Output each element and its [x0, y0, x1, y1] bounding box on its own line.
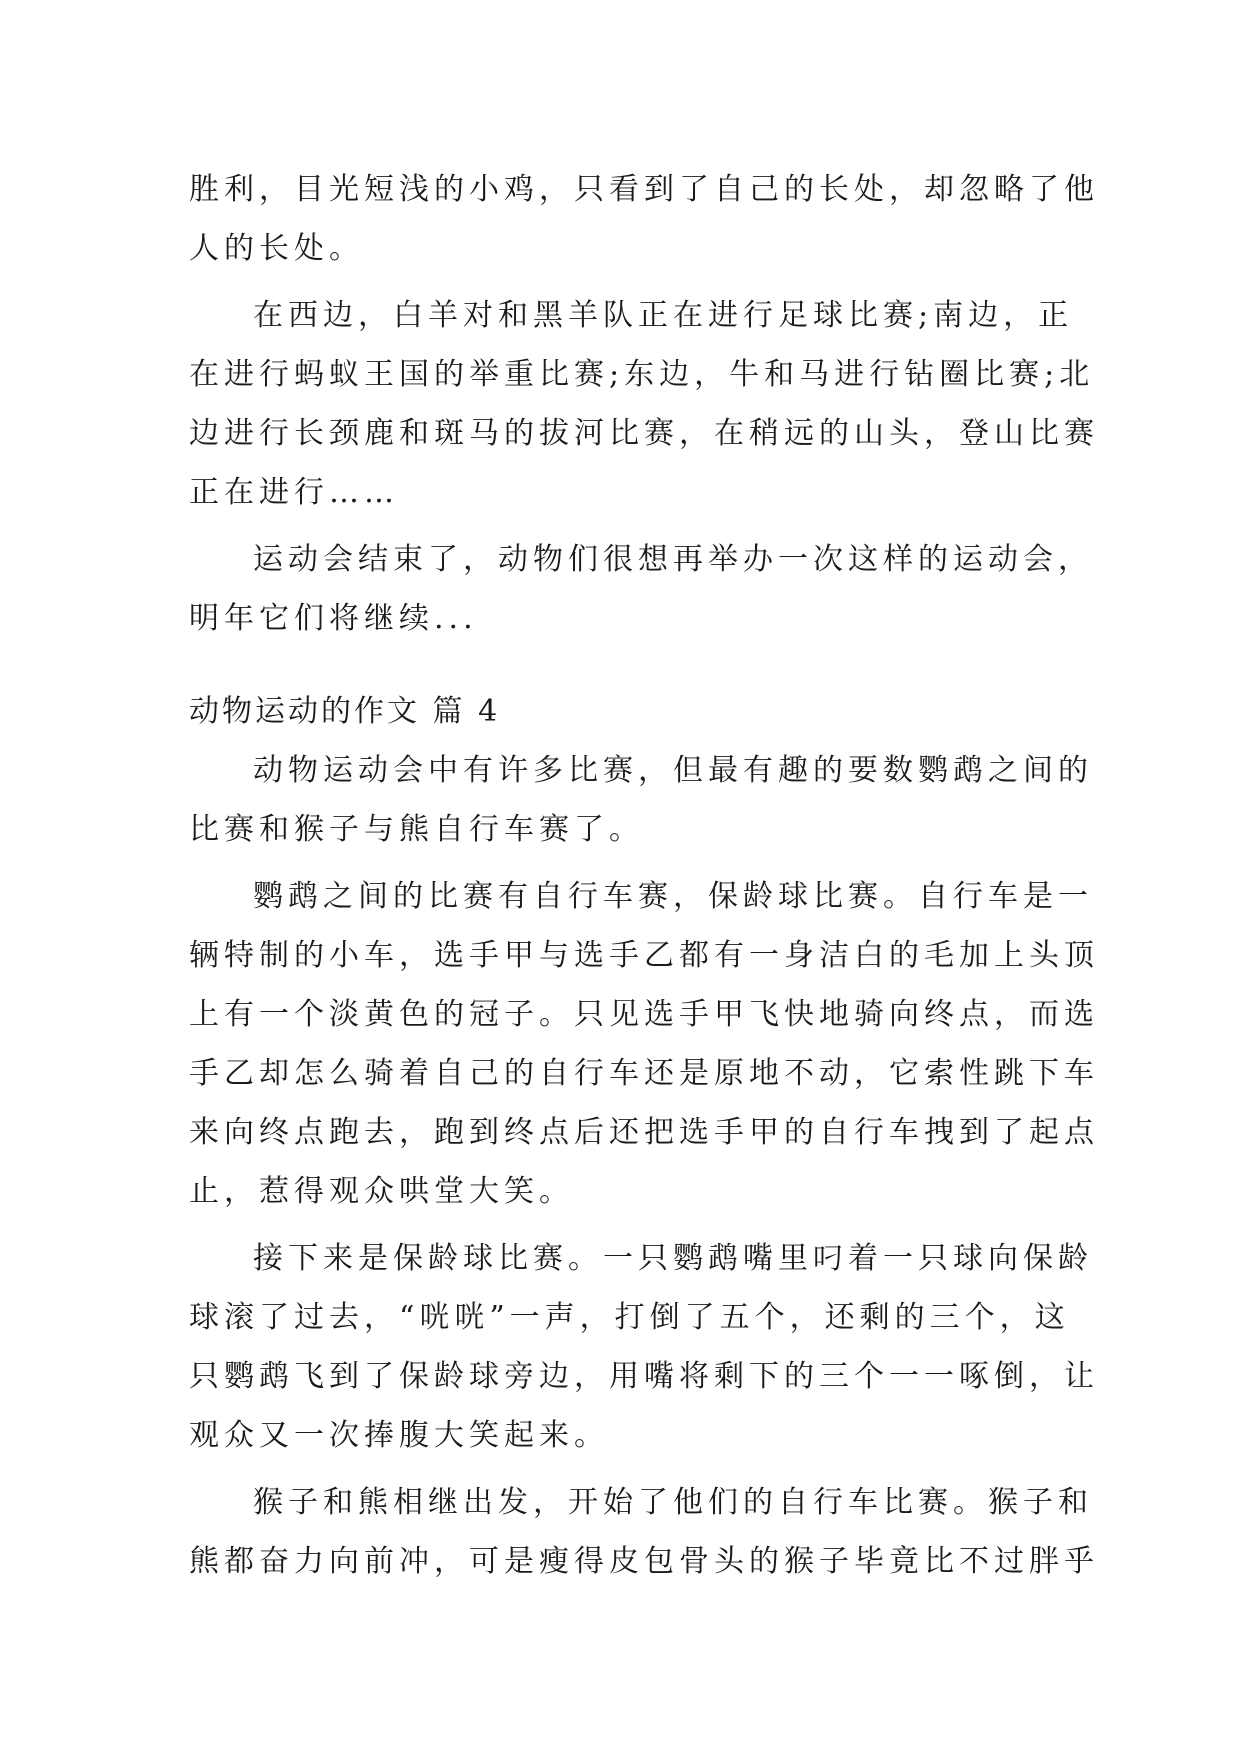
- text-line: 明年它们将继续...: [189, 601, 478, 636]
- text-line: 上有一个淡黄色的冠子。只见选手甲飞快地骑向终点，而选: [189, 997, 1099, 1032]
- text-line: 动物运动会中有许多比赛，但最有趣的要数鹦鹉之间的: [253, 753, 1093, 788]
- paragraph: [189, 867, 1099, 1221]
- paragraph: [189, 1473, 1099, 1591]
- text-line: 正在进行……: [189, 475, 399, 510]
- text-line: 胜利，目光短浅的小鸡，只看到了自己的长处，却忽略了他: [189, 172, 1099, 207]
- paragraph: [189, 160, 1099, 278]
- text-line: 止，惹得观众哄堂大笑。: [189, 1174, 574, 1209]
- text-line: 鹦鹉之间的比赛有自行车赛，保龄球比赛。自行车是一: [253, 879, 1093, 914]
- text-line: 观众又一次捧腹大笑起来。: [189, 1418, 609, 1453]
- paragraph: [189, 530, 1093, 648]
- text-line: 辆特制的小车，选手甲与选手乙都有一身洁白的毛加上头顶: [189, 938, 1099, 973]
- text-line: 球滚了过去，“咣咣”一声，打倒了五个，还剩的三个，这: [189, 1300, 1070, 1335]
- text-line: 边进行长颈鹿和斑马的拔河比赛，在稍远的山头，登山比赛: [189, 416, 1099, 451]
- text-line: 只鹦鹉飞到了保龄球旁边，用嘴将剩下的三个一一啄倒，让: [189, 1359, 1099, 1394]
- text-line: 人的长处。: [189, 231, 364, 266]
- paragraph: [189, 1229, 1099, 1465]
- text-line: 比赛和猴子与熊自行车赛了。: [189, 812, 644, 847]
- paragraph: [189, 286, 1099, 522]
- text-line: 在进行蚂蚁王国的举重比赛;东边，牛和马进行钻圈比赛;北: [189, 357, 1095, 392]
- text-line: 猴子和熊相继出发，开始了他们的自行车比赛。猴子和: [253, 1485, 1093, 1520]
- text-line: 手乙却怎么骑着自己的自行车还是原地不动，它索性跳下车: [189, 1056, 1099, 1091]
- document-page: [189, 160, 1099, 1591]
- section-heading: 动物运动的作文 篇 4: [189, 694, 501, 729]
- text-line: 来向终点跑去，跑到终点后还把选手甲的自行车拽到了起点: [189, 1115, 1099, 1150]
- text-line: 在西边，白羊对和黑羊队正在进行足球比赛;南边，正: [253, 298, 1074, 333]
- text-line: 熊都奋力向前冲，可是瘦得皮包骨头的猴子毕竟比不过胖乎: [189, 1544, 1099, 1579]
- text-line: 运动会结束了，动物们很想再举办一次这样的运动会，: [253, 542, 1093, 577]
- text-line: 接下来是保龄球比赛。一只鹦鹉嘴里叼着一只球向保龄: [253, 1241, 1093, 1276]
- paragraph: [189, 741, 1093, 859]
